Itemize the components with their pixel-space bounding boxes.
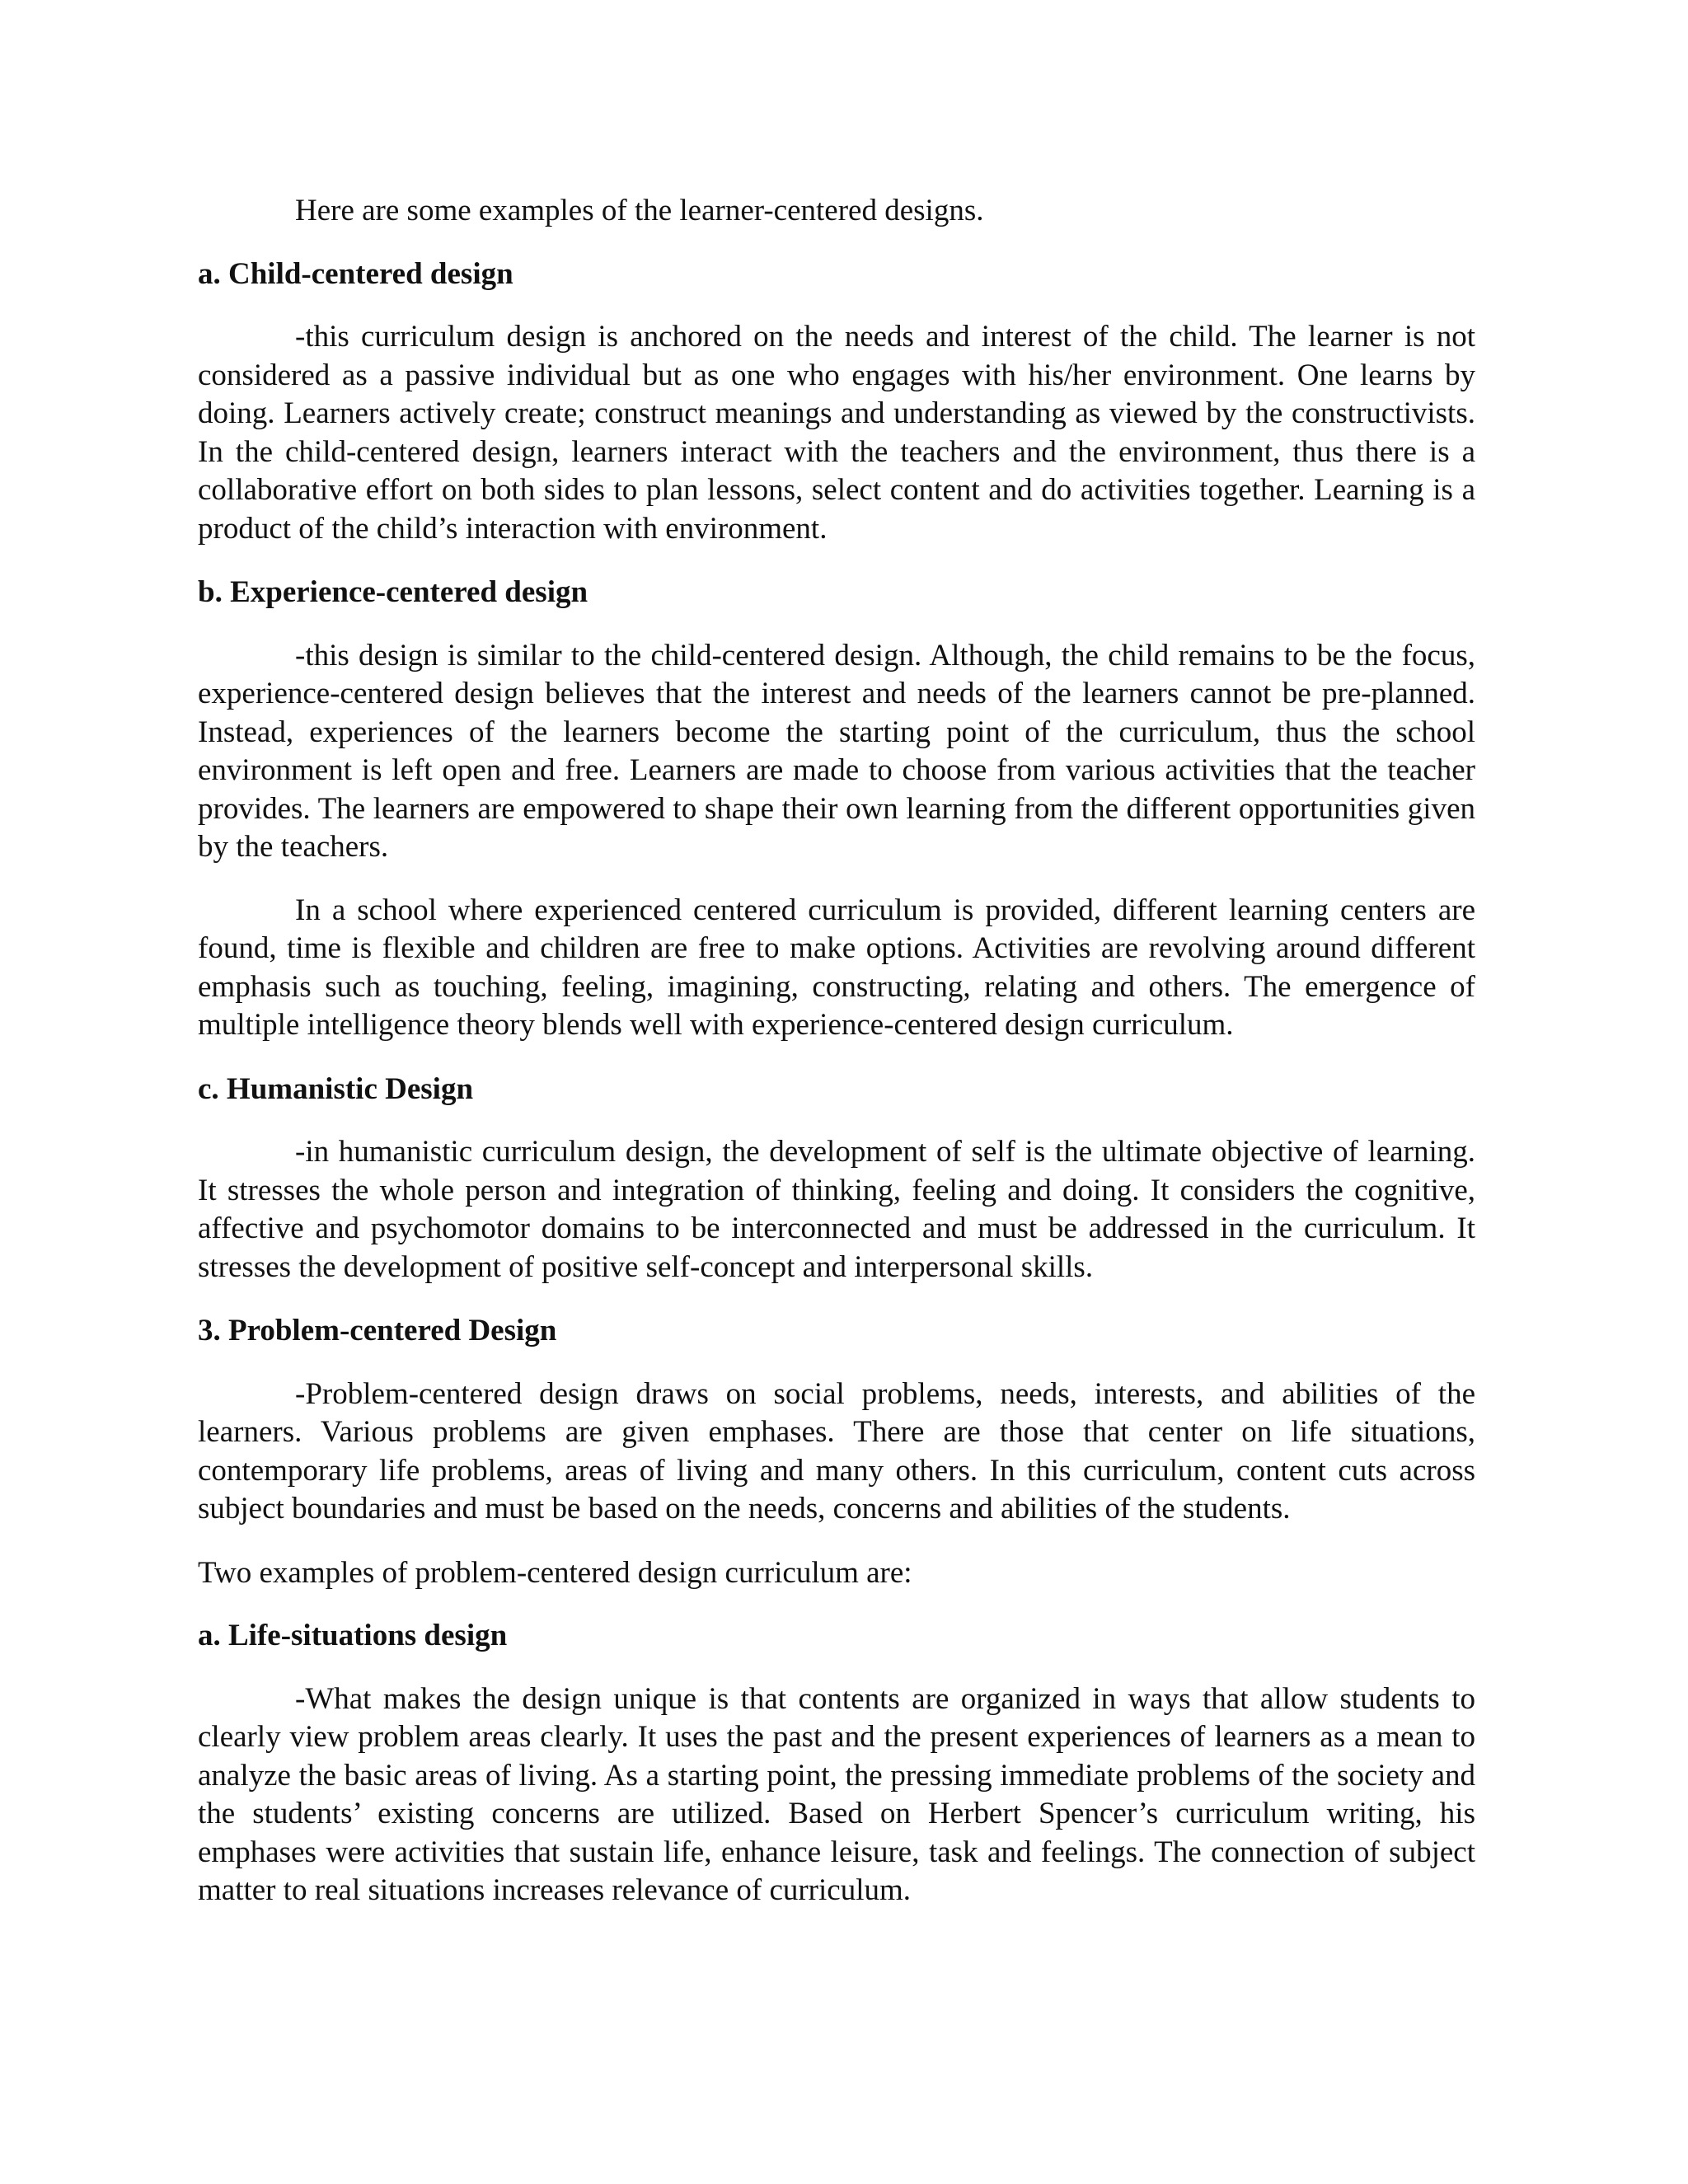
heading-child-centered: a. Child-centered design — [198, 256, 513, 291]
heading-humanistic: c. Humanistic Design — [198, 1071, 474, 1106]
paragraph-problem-centered: -Problem-centered design draws on social problems, needs, interests, and abilities of the learners. Various problems are given emphases. There are those that center on life situations, contemporary life problems, areas of living and many others. In this curriculum, content cuts across subject boundaries and must be based on the needs, concerns and abilities of the students. — [198, 1376, 1475, 1526]
heading-life-situations: a. Life-situations design — [198, 1619, 508, 1652]
paragraph-child-centered: -this curriculum design is anchored on the needs and interest of the child. The learner is not considered as a passive individual but as one who engages with his/her environment. One learns by doing. Learners actively create; construct meanings and understanding as viewed by the constructivists. In the child-centered design, learners interact with the teachers and the environment, thus there is a collaborative effort on both sides to plan lessons, select content and do activities together. Learning is a product of the child’s interaction with environment. — [198, 320, 1475, 546]
paragraph-life-situations: -What makes the design unique is that contents are organized in ways that allow students to clearly view problem areas clearly. It uses the past and the present experiences of learners as a mean to analyze the basic areas of living. As a starting point, the pressing immediate problems of the society and the students’ existing concerns are utilized. Based on Herbert Spencer’s curriculum writing, his emphases were activities that sustain life, enhance leisure, task and feelings. The connection of subject matter to real situations increases relevance of curriculum. — [198, 1681, 1475, 1907]
paragraph-experience-centered-2: In a school where experienced centered curriculum is provided, different learning centers are found, time is flexible and children are free to make options. Activities are revolving around different emphasis such as touching, feeling, imagining, constructing, relating and others. The emergence of multiple intelligence theory blends well with experience-centered design curriculum. — [198, 893, 1475, 1042]
document-body — [198, 192, 1475, 1910]
examples-intro: Two examples of problem-centered design curriculum are: — [198, 1555, 912, 1590]
paragraph-experience-centered-1: -this design is similar to the child-centered design. Although, the child remains to be the focus, experience-centered design believes that the interest and needs of the learners cannot be pre-planned. Instead, experiences of the learners become the starting point of the curriculum, thus the school environment is left open and free. Learners are made to choose from various activities that the teacher provides. The learners are empowered to shape their own learning from the different opportunities given by the teachers. — [198, 638, 1475, 864]
intro-paragraph: Here are some examples of the learner-centered designs. — [295, 194, 984, 227]
paragraph-humanistic: -in humanistic curriculum design, the development of self is the ultimate objective of learning. It stresses the whole person and integration of thinking, feeling and doing. It considers the cognitive, affective and psychomotor domains to be interconnected and must be addressed in the curriculum. It stresses the development of positive self-concept and interpersonal skills. — [198, 1135, 1475, 1284]
heading-problem-centered: 3. Problem-centered Design — [198, 1314, 557, 1347]
heading-experience-centered: b. Experience-centered design — [198, 575, 588, 609]
